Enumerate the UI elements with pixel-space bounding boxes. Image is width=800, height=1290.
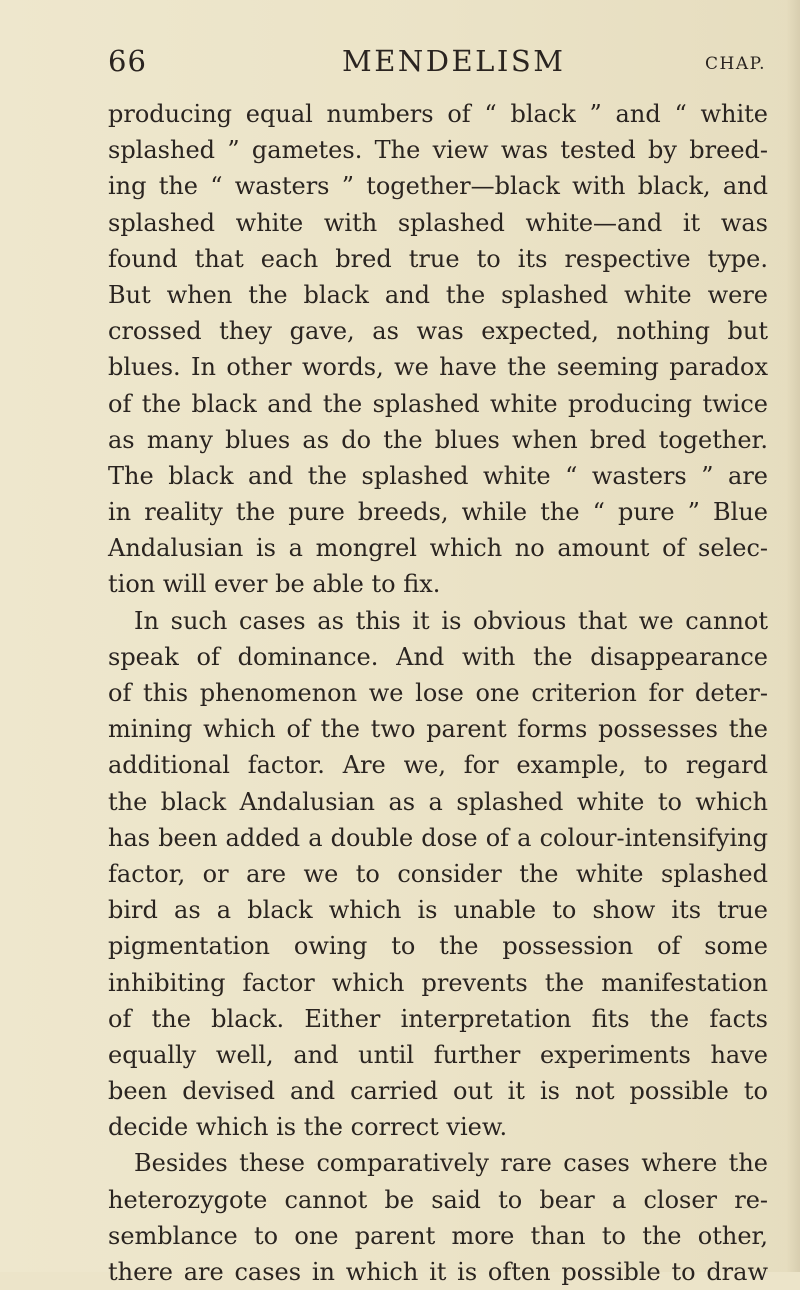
text-line: bird as a black which is unable to show its true xyxy=(108,896,768,925)
text-line: factor, or are we to consider the white splashed xyxy=(108,859,768,888)
text-line: of this phenomenon we lose one criterion for deter- xyxy=(108,679,768,707)
text-line: Besides these comparatively rare cases where the xyxy=(134,1149,768,1178)
page-number: 66 xyxy=(108,44,147,78)
text-line: But when the black and the splashed white were xyxy=(108,280,768,309)
text-line: of the black. Either interpretation fits the facts xyxy=(108,1004,768,1033)
text-line: found that each bred true to its respective type. xyxy=(108,244,768,273)
text-line: as many blues as do the blues when bred together. xyxy=(108,425,768,454)
text-line: the black Andalusian as a splashed white to which xyxy=(108,787,768,816)
text-line: semblance to one parent more than to the other, xyxy=(108,1221,768,1250)
text-line: heterozygote cannot be said to bear a closer re- xyxy=(108,1185,768,1214)
text-line: blues. In other words, we have the seeming paradox xyxy=(108,353,768,382)
text-line: crossed they gave, as was expected, nothing but xyxy=(108,317,768,346)
text-line: in reality the pure breeds, while the “ pure ” Blue xyxy=(108,498,768,527)
text-line: has been added a double dose of a colour-intensifying xyxy=(108,823,768,852)
chapter-label: CHAP. xyxy=(704,54,766,74)
text-line: of the black and the splashed white producing twice xyxy=(108,389,768,418)
text-line: decide which is the correct view. xyxy=(108,1113,508,1142)
book-title: MENDELISM xyxy=(342,44,566,78)
text-line: equally well, and until further experiments have xyxy=(108,1040,768,1069)
text-line: speak of dominance. And with the disappearance xyxy=(108,642,768,671)
text-line: producing equal numbers of “ black ” and “ white xyxy=(108,100,768,128)
text-line: mining which of the two parent forms possesses the xyxy=(108,715,768,744)
page-edge-shadow xyxy=(786,0,800,1272)
text-line: splashed ” gametes. The view was tested by breed- xyxy=(108,136,768,165)
text-line: there are cases in which it is often possible to draw xyxy=(108,1258,768,1286)
text-line: tion will ever be able to fix. xyxy=(108,570,441,599)
text-line: additional factor. Are we, for example, to regard xyxy=(108,751,768,780)
text-line: pigmentation owing to the possession of some xyxy=(108,932,768,961)
text-line: Andalusian is a mongrel which no amount of selec- xyxy=(108,534,768,563)
text-line: ing the “ wasters ” together—black with black, and xyxy=(108,172,768,201)
running-head xyxy=(108,44,766,90)
text-line: been devised and carried out it is not possible to xyxy=(108,1077,768,1106)
text-line: inhibiting factor which prevents the manifestation xyxy=(108,968,768,997)
text-line: In such cases as this it is obvious that we cannot xyxy=(134,606,768,635)
text-line: splashed white with splashed white—and it was xyxy=(108,208,768,237)
text-line: The black and the splashed white “ wasters ” are xyxy=(108,461,768,490)
body-text xyxy=(108,96,768,1290)
